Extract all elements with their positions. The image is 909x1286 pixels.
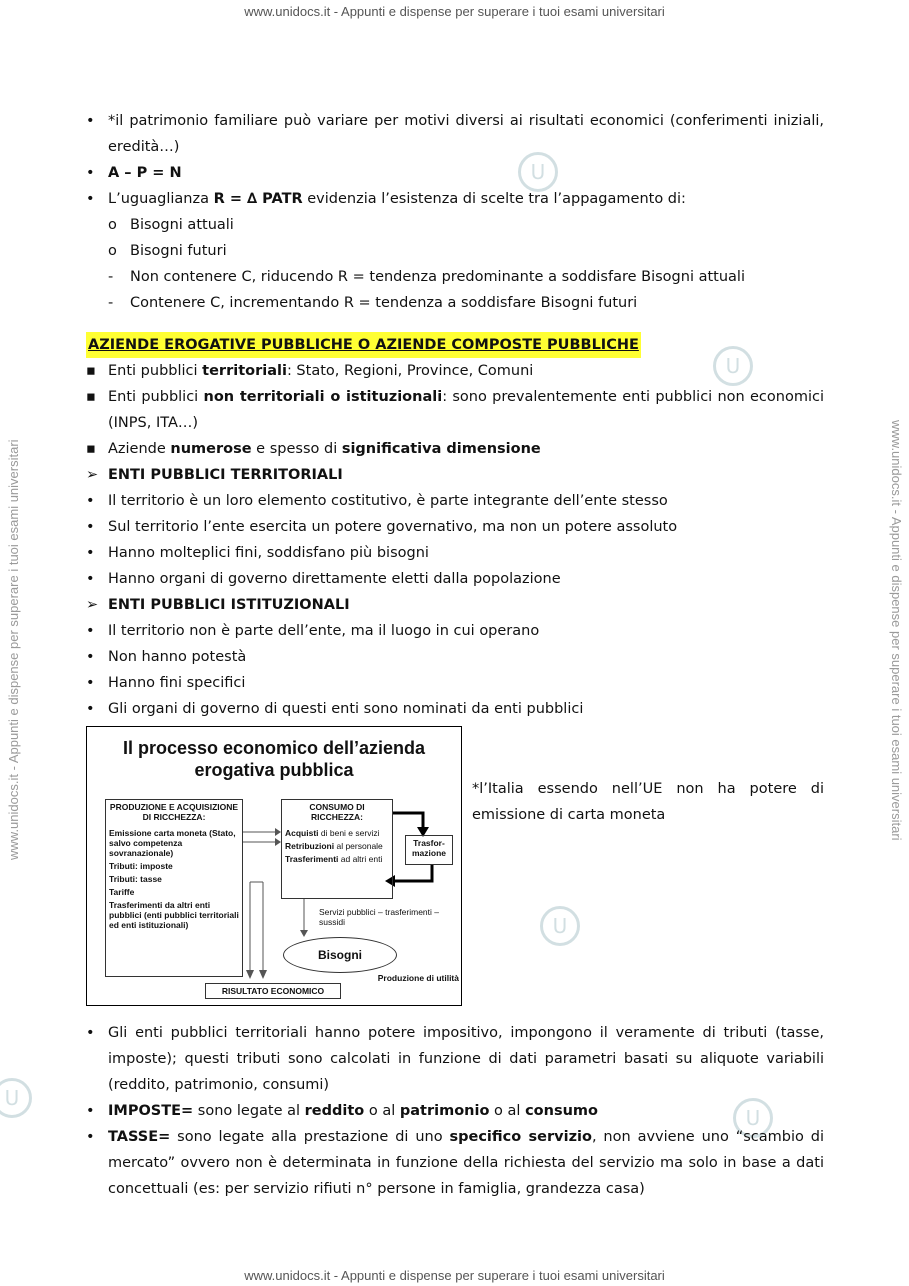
list-item: ▪ Enti pubblici non territoriali o istituzionali: sono prevalentemente enti pubblici non economici (INPS, ITA…) bbox=[86, 384, 824, 436]
circle-bullet-icon: o bbox=[108, 217, 117, 233]
list-item: • Il territorio non è parte dell’ente, ma il luogo in cui operano bbox=[86, 618, 824, 644]
unidocs-logo-icon: U bbox=[713, 346, 753, 386]
list-item: • Hanno molteplici fini, soddisfano più bisogni bbox=[86, 540, 824, 566]
bullet-icon: • bbox=[86, 571, 95, 587]
list-item: ▪ Enti pubblici territoriali: Stato, Regioni, Province, Comuni bbox=[86, 358, 824, 384]
list-item: • Gli enti pubblici territoriali hanno potere impositivo, impongono il veramente di tributi (tasse, imposte); questi tributi sono calcolati in funzione di dati parametri basati su aliquote variabili (reddito, patrimonio, consumi) bbox=[86, 1020, 824, 1098]
document-body bbox=[86, 108, 824, 1202]
diagram-row bbox=[86, 726, 824, 1014]
list-item: - Contenere C, incrementando R = tendenza a soddisfare Bisogni futuri bbox=[86, 290, 824, 316]
square-bullet-icon: ▪ bbox=[86, 389, 96, 405]
list-item: - Non contenere C, riducendo R = tendenza predominante a soddisfare Bisogni attuali bbox=[86, 264, 824, 290]
consumption-box: CONSUMO DI RICCHEZZA: Acquisti di beni e servizi Retribuzioni al personale Trasferimenti ad altri enti bbox=[281, 799, 393, 899]
list-item: • L’uguaglianza R = ∆ PATR evidenzia l’esistenza di scelte tra l’appagamento di: bbox=[86, 186, 824, 212]
list-item: • Hanno organi di governo direttamente eletti dalla popolazione bbox=[86, 566, 824, 592]
square-bullet-icon: ▪ bbox=[86, 363, 96, 379]
unidocs-logo-icon: U bbox=[0, 1078, 32, 1118]
utility-label: Produzione di utilità bbox=[377, 973, 459, 983]
unidocs-logo-icon: U bbox=[518, 152, 558, 192]
list-item: ▪ Aziende numerose e spesso di significativa dimensione bbox=[86, 436, 824, 462]
bullet-icon: • bbox=[86, 675, 95, 691]
watermark-top: www.unidocs.it - Appunti e dispense per superare i tuoi esami universitari bbox=[244, 4, 665, 19]
bullet-icon: • bbox=[86, 191, 95, 207]
diagram-title: Il processo economico dell’azienda erogativa pubblica bbox=[122, 738, 426, 780]
services-label: Servizi pubblici – trasferimenti – sussidi bbox=[319, 907, 439, 927]
dash-bullet-icon: - bbox=[108, 295, 114, 311]
bullet-icon: • bbox=[86, 1129, 95, 1145]
watermark-right: www.unidocs.it - Appunti e dispense per superare i tuoi esami universitari bbox=[889, 420, 904, 841]
square-bullet-icon: ▪ bbox=[86, 441, 96, 457]
subheading: ➢ ENTI PUBBLICI TERRITORIALI bbox=[86, 462, 824, 488]
bullet-icon: • bbox=[86, 113, 95, 129]
bullet-icon: • bbox=[86, 493, 95, 509]
circle-bullet-icon: o bbox=[108, 243, 117, 259]
unidocs-logo-icon: U bbox=[733, 1098, 773, 1138]
watermark-bottom: www.unidocs.it - Appunti e dispense per superare i tuoi esami universitari bbox=[244, 1268, 665, 1283]
list-item: • Non hanno potestà bbox=[86, 644, 824, 670]
bullet-icon: • bbox=[86, 623, 95, 639]
arrow-bullet-icon: ➢ bbox=[86, 597, 99, 613]
transformation-box: Trasfor-mazione bbox=[405, 835, 453, 865]
process-diagram bbox=[86, 726, 462, 1006]
economic-result-box: RISULTATO ECONOMICO bbox=[205, 983, 341, 999]
list-item: • TASSE= sono legate alla prestazione di uno specifico servizio, non avviene uno “scambio di mercato” ovvero non è determinata in funzione della richiesta del servizio ma solo in base a dati concettuali (es: per servizio rifiuti n° persone in famiglia, grandezza casa) bbox=[86, 1124, 824, 1202]
needs-ellipse: Bisogni bbox=[283, 937, 397, 973]
unidocs-logo-icon: U bbox=[540, 906, 580, 946]
bullet-icon: • bbox=[86, 519, 95, 535]
production-box: PRODUZIONE E ACQUISIZIONE DI RICCHEZZA: Emissione carta moneta (Stato, salvo competenza sovranazionale) Tributi: imposte Tributi: tasse Tariffe Trasferimenti da altri enti pubblici (enti pubblici territoriali ed enti istituzionali) bbox=[105, 799, 243, 977]
bullet-icon: • bbox=[86, 701, 95, 717]
list-item: • Hanno fini specifici bbox=[86, 670, 824, 696]
arrow-bullet-icon: ➢ bbox=[86, 467, 99, 483]
bullet-icon: • bbox=[86, 1103, 95, 1119]
side-note: *l’Italia essendo nell’UE non ha potere di emissione di carta moneta bbox=[472, 781, 824, 823]
subheading: ➢ ENTI PUBBLICI ISTITUZIONALI bbox=[86, 592, 824, 618]
bullet-icon: • bbox=[86, 545, 95, 561]
list-item: • Gli organi di governo di questi enti sono nominati da enti pubblici bbox=[86, 696, 824, 722]
bullet-icon: • bbox=[86, 1025, 95, 1041]
list-item: o Bisogni futuri bbox=[86, 238, 824, 264]
list-item: o Bisogni attuali bbox=[86, 212, 824, 238]
dash-bullet-icon: - bbox=[108, 269, 114, 285]
list-item: • IMPOSTE= sono legate al reddito o al patrimonio o al consumo bbox=[86, 1098, 824, 1124]
list-item: • *il patrimonio familiare può variare per motivi diversi ai risultati economici (conferimenti iniziali, eredità…) bbox=[86, 108, 824, 160]
watermark-left: www.unidocs.it - Appunti e dispense per superare i tuoi esami universitari bbox=[6, 439, 21, 860]
section-heading: AZIENDE EROGATIVE PUBBLICHE O AZIENDE COMPOSTE PUBBLICHE bbox=[86, 332, 641, 358]
list-item: • Sul territorio l’ente esercita un potere governativo, ma non un potere assoluto bbox=[86, 514, 824, 540]
bullet-icon: • bbox=[86, 165, 95, 181]
list-item: • Il territorio è un loro elemento costitutivo, è parte integrante dell’ente stesso bbox=[86, 488, 824, 514]
bullet-icon: • bbox=[86, 649, 95, 665]
list-item: • A – P = N bbox=[86, 160, 824, 186]
